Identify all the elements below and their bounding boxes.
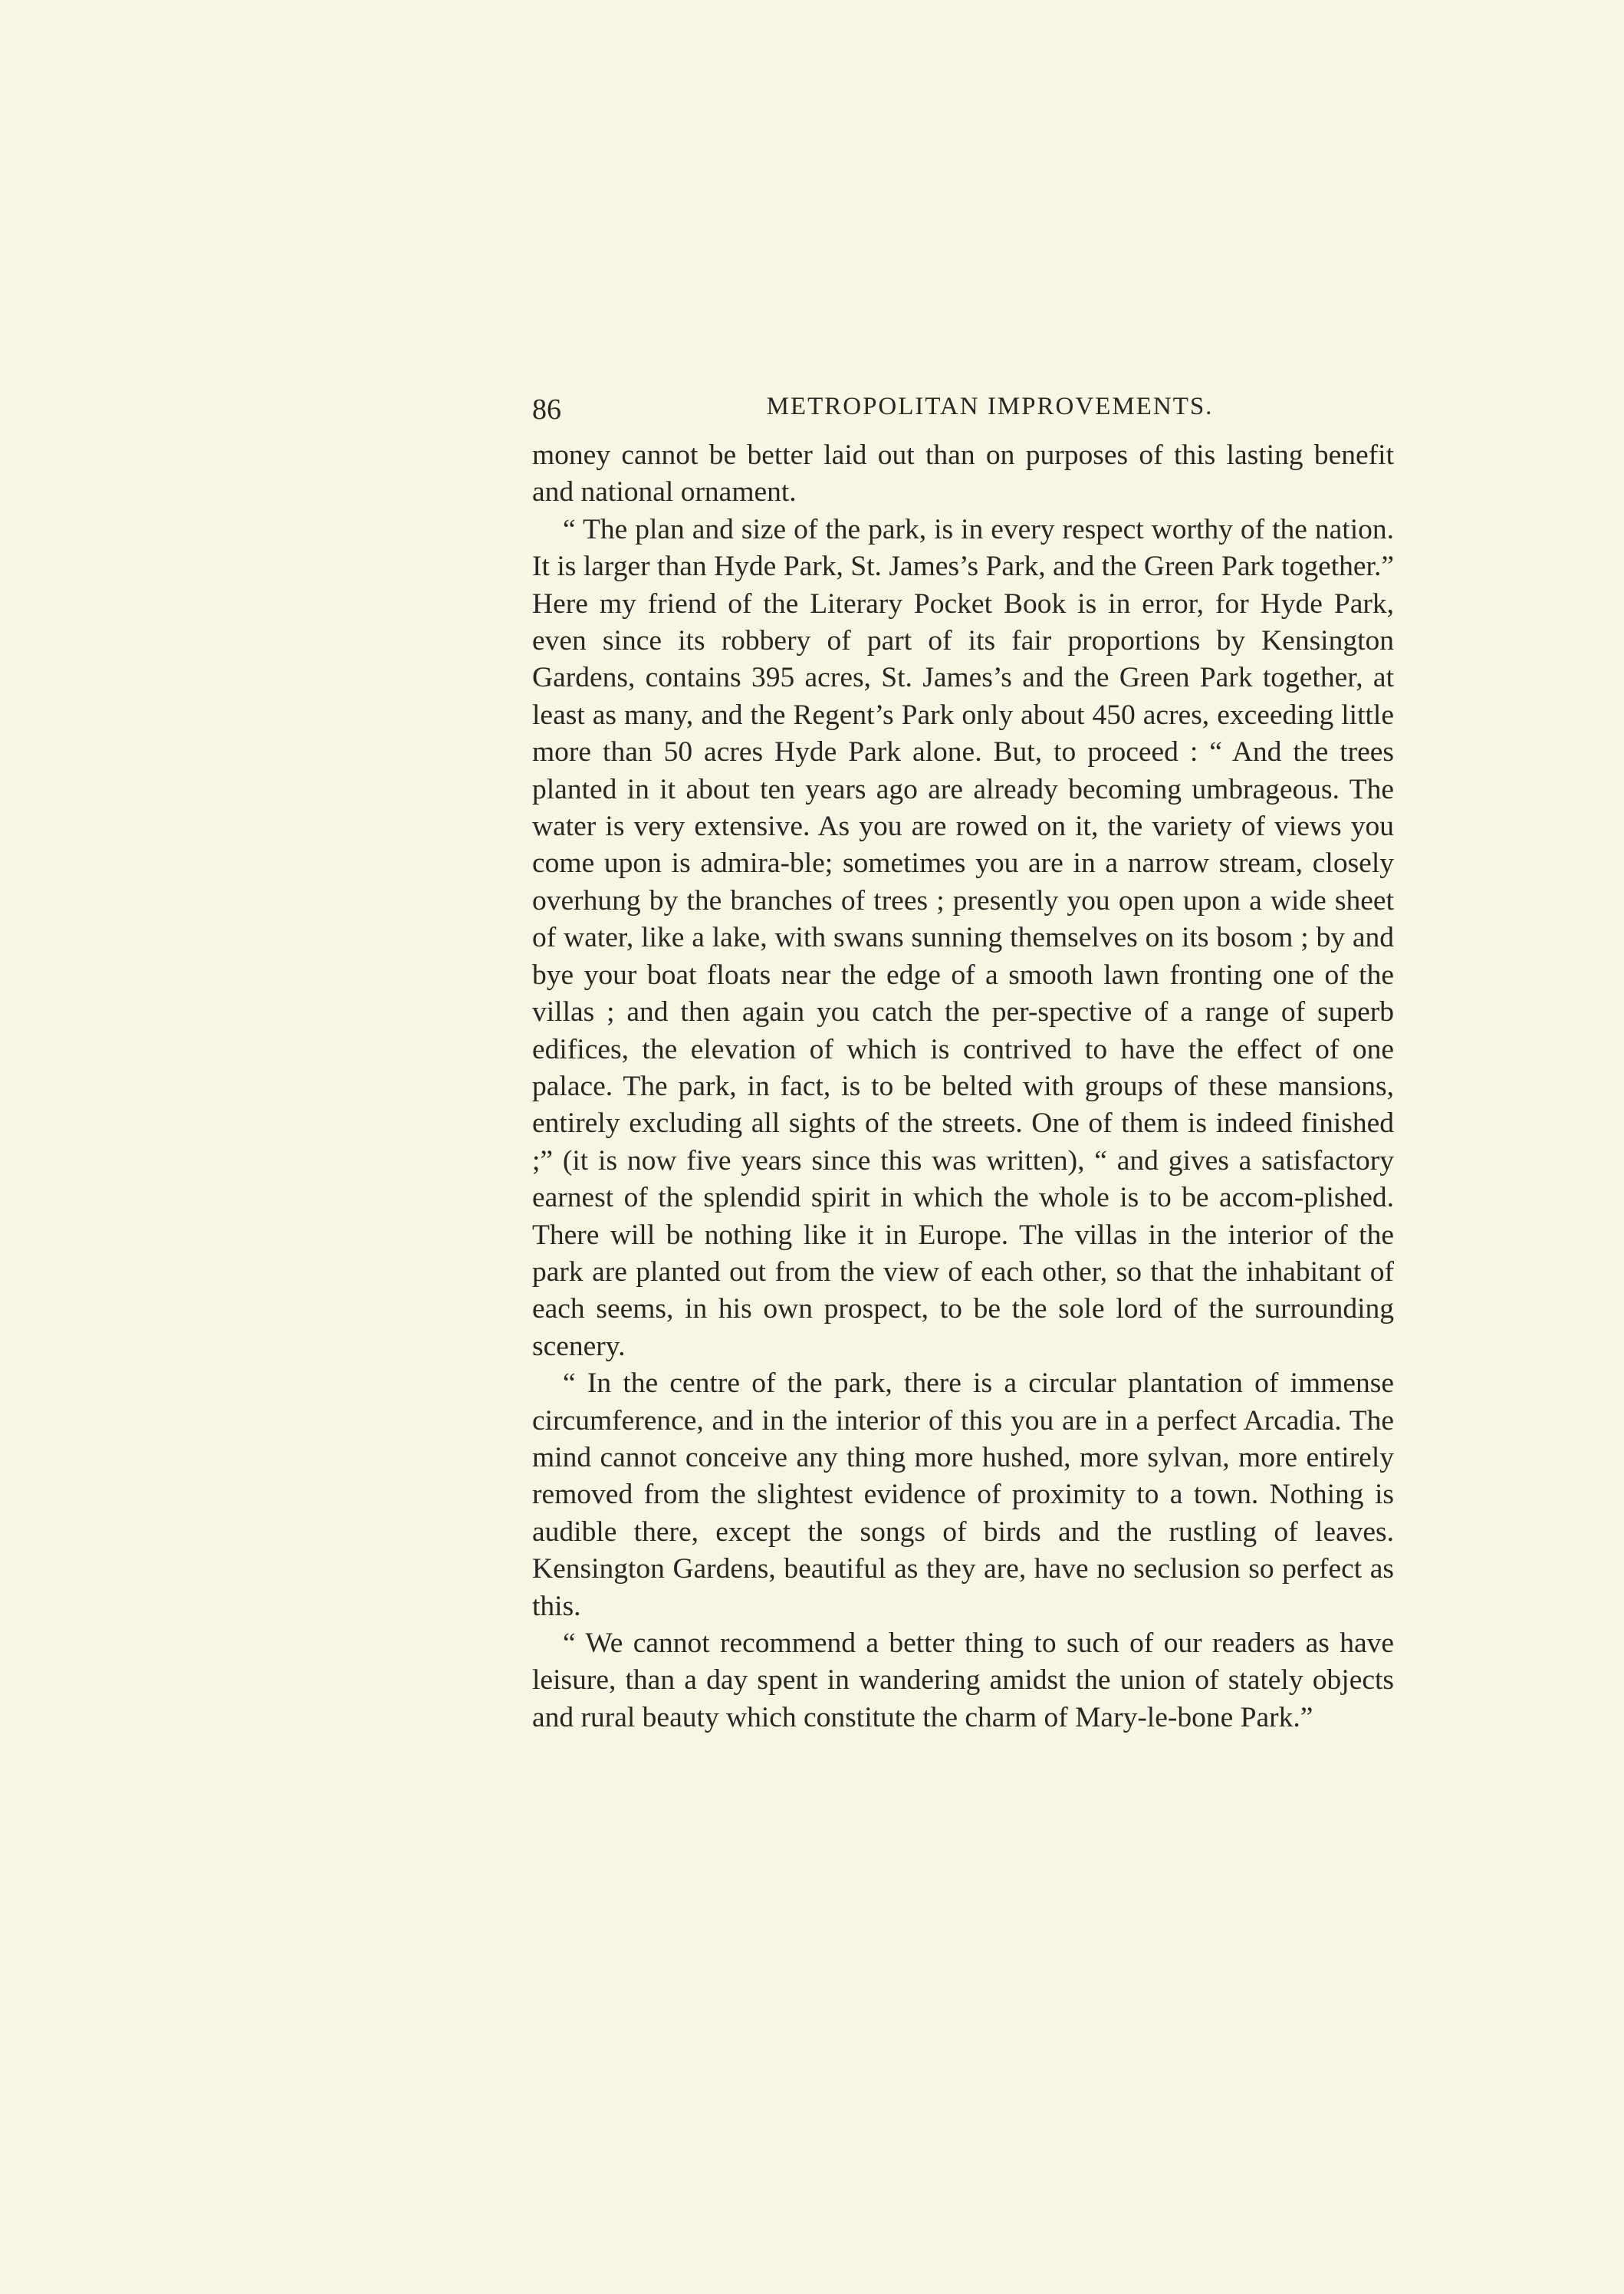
body-text (532, 437, 1394, 1736)
paragraph: “ The plan and size of the park, is in every respect worthy of the nation. It is larger than Hyde Park, St. James’s Park, and the Green Park together.” Here my friend of the Literary Pocket Book is in error, for Hyde Park, even since its robbery of part of its fair proportions by Kensington Gardens, contains 395 acres, St. James’s and the Green Park together, at least as many, and the Regent’s Park only about 450 acres, exceeding little more than 50 acres Hyde Park alone. But, to proceed : “ And the trees planted in it about ten years ago are already becoming umbrageous. The water is very extensive. As you are rowed on it, the variety of views you come upon is admira-ble; sometimes you are in a narrow stream, closely overhung by the branches of trees ; presently you open upon a wide sheet of water, like a lake, with swans sunning themselves on its bosom ; by and bye your boat floats near the edge of a smooth lawn fronting one of the villas ; and then again you catch the per-spective of a range of superb edifices, the elevation of which is contrived to have the effect of one palace. The park, in fact, is to be belted with groups of these mansions, entirely excluding all sights of the streets. One of them is indeed finished ;” (it is now five years since this was written), “ and gives a satisfactory earnest of the splendid spirit in which the whole is to be accom-plished. There will be nothing like it in Europe. The villas in the interior of the park are planted out from the view of each other, so that the inhabitant of each seems, in his own prospect, to be the sole lord of the surrounding scenery. (532, 513, 1394, 1362)
page-number: 86 (532, 393, 561, 426)
paragraph: “ We cannot recommend a better thing to such of our readers as have leisure, than a day spent in wandering amidst the union of stately objects and rural beauty which constitute the charm of Mary-le-bone Park.” (532, 1628, 1394, 1733)
running-head: METROPOLITAN IMPROVEMENTS. (766, 393, 1214, 420)
paragraph: money cannot be better laid out than on purposes of this lasting benefit and national ornament. (532, 439, 1394, 508)
page-header (532, 387, 1394, 426)
paragraph: “ In the centre of the park, there is a circular plantation of immense circumference, and in the interior of this you are in a perfect Arcadia. The mind cannot conceive any thing more hushed, more sylvan, more entirely removed from the slightest evidence of proximity to a town. Nothing is audible there, except the songs of birds and the rustling of leaves. Kensington Gardens, beautiful as they are, have no seclusion so perfect as this. (532, 1368, 1394, 1622)
